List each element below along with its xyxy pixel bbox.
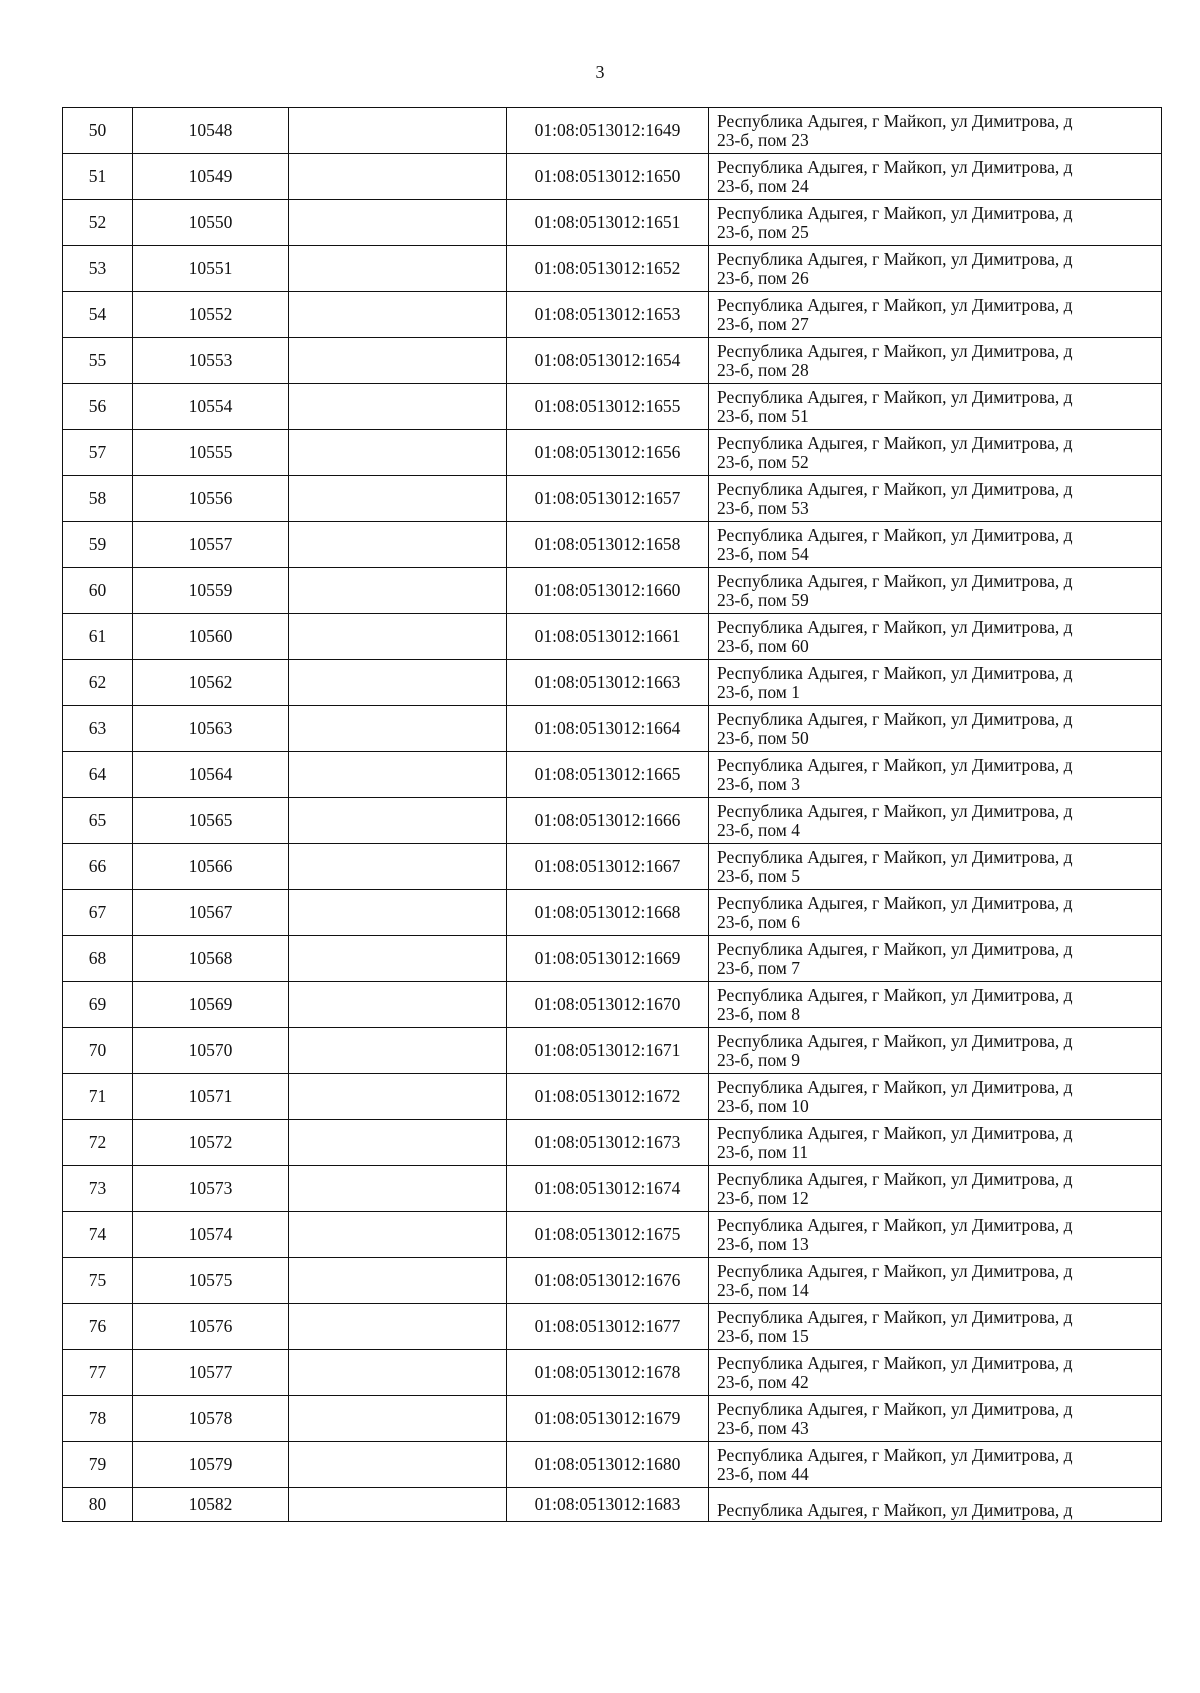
cadastral-number-cell: 01:08:0513012:1651	[507, 200, 709, 246]
address-line-1: Республика Адыгея, г Майкоп, ул Димитрова, д	[717, 1500, 1073, 1520]
address-cell	[709, 1212, 1162, 1258]
table-row	[63, 890, 1162, 936]
row-number-cell: 68	[63, 936, 133, 982]
cadastral-number-cell: 01:08:0513012:1674	[507, 1166, 709, 1212]
registry-number-cell: 10549	[133, 154, 289, 200]
address-line-2: 23-б, пом 1	[717, 682, 800, 702]
address-cell	[709, 844, 1162, 890]
address-line-1: Республика Адыгея, г Майкоп, ул Димитрова, д	[717, 939, 1073, 959]
address-cell	[709, 568, 1162, 614]
registry-number-cell: 10577	[133, 1350, 289, 1396]
cadastral-number-cell: 01:08:0513012:1666	[507, 798, 709, 844]
empty-cell	[289, 660, 507, 706]
address-cell	[709, 1350, 1162, 1396]
row-number-cell: 62	[63, 660, 133, 706]
table-row	[63, 1074, 1162, 1120]
address-line-1: Республика Адыгея, г Майкоп, ул Димитрова, д	[717, 1077, 1073, 1097]
cadastral-number-cell: 01:08:0513012:1653	[507, 292, 709, 338]
cadastral-number-cell: 01:08:0513012:1665	[507, 752, 709, 798]
empty-cell	[289, 200, 507, 246]
registry-number-cell: 10551	[133, 246, 289, 292]
table-row	[63, 1488, 1162, 1522]
address-line-1: Республика Адыгея, г Майкоп, ул Димитрова, д	[717, 893, 1073, 913]
address-cell	[709, 1488, 1162, 1522]
address-line-2: 23-б, пом 10	[717, 1096, 809, 1116]
address-line-1: Республика Адыгея, г Майкоп, ул Димитрова, д	[717, 801, 1073, 821]
registry-number-cell: 10579	[133, 1442, 289, 1488]
cadastral-number-cell: 01:08:0513012:1655	[507, 384, 709, 430]
table-row	[63, 476, 1162, 522]
address-line-1: Республика Адыгея, г Майкоп, ул Димитрова, д	[717, 157, 1073, 177]
cadastral-number-cell: 01:08:0513012:1680	[507, 1442, 709, 1488]
registry-number-cell: 10582	[133, 1488, 289, 1522]
address-line-1: Республика Адыгея, г Майкоп, ул Димитрова, д	[717, 1445, 1073, 1465]
table-row	[63, 338, 1162, 384]
cadastral-number-cell: 01:08:0513012:1657	[507, 476, 709, 522]
row-number-cell: 53	[63, 246, 133, 292]
row-number-cell: 54	[63, 292, 133, 338]
address-line-1: Республика Адыгея, г Майкоп, ул Димитрова, д	[717, 617, 1073, 637]
cadastral-number-cell: 01:08:0513012:1673	[507, 1120, 709, 1166]
address-line-2: 23-б, пом 23	[717, 130, 809, 150]
empty-cell	[289, 936, 507, 982]
address-cell	[709, 154, 1162, 200]
empty-cell	[289, 1074, 507, 1120]
registry-number-cell: 10576	[133, 1304, 289, 1350]
address-line-1: Республика Адыгея, г Майкоп, ул Димитрова, д	[717, 525, 1073, 545]
table-row	[63, 1212, 1162, 1258]
table-row	[63, 614, 1162, 660]
address-cell	[709, 1028, 1162, 1074]
table-row	[63, 108, 1162, 154]
row-number-cell: 76	[63, 1304, 133, 1350]
row-number-cell: 75	[63, 1258, 133, 1304]
table-row	[63, 1350, 1162, 1396]
registry-number-cell: 10575	[133, 1258, 289, 1304]
address-line-2: 23-б, пом 51	[717, 406, 809, 426]
registry-number-cell: 10562	[133, 660, 289, 706]
registry-number-cell: 10567	[133, 890, 289, 936]
registry-number-cell: 10553	[133, 338, 289, 384]
address-line-1: Республика Адыгея, г Майкоп, ул Димитрова, д	[717, 571, 1073, 591]
registry-number-cell: 10566	[133, 844, 289, 890]
row-number-cell: 66	[63, 844, 133, 890]
cadastral-number-cell: 01:08:0513012:1679	[507, 1396, 709, 1442]
row-number-cell: 78	[63, 1396, 133, 1442]
address-line-1: Республика Адыгея, г Майкоп, ул Димитрова, д	[717, 1123, 1073, 1143]
address-line-2: 23-б, пом 7	[717, 958, 800, 978]
address-line-2: 23-б, пом 60	[717, 636, 809, 656]
address-line-2: 23-б, пом 4	[717, 820, 800, 840]
empty-cell	[289, 1442, 507, 1488]
row-number-cell: 67	[63, 890, 133, 936]
address-cell	[709, 108, 1162, 154]
address-line-1: Республика Адыгея, г Майкоп, ул Димитрова, д	[717, 1261, 1073, 1281]
row-number-cell: 74	[63, 1212, 133, 1258]
cadastral-number-cell: 01:08:0513012:1672	[507, 1074, 709, 1120]
address-cell	[709, 338, 1162, 384]
table-row	[63, 384, 1162, 430]
address-cell	[709, 200, 1162, 246]
address-cell	[709, 706, 1162, 752]
row-number-cell: 80	[63, 1488, 133, 1522]
table-row	[63, 1258, 1162, 1304]
empty-cell	[289, 844, 507, 890]
address-line-2: 23-б, пом 52	[717, 452, 809, 472]
cadastral-number-cell: 01:08:0513012:1660	[507, 568, 709, 614]
cadastral-number-cell: 01:08:0513012:1677	[507, 1304, 709, 1350]
address-cell	[709, 522, 1162, 568]
row-number-cell: 69	[63, 982, 133, 1028]
address-line-2: 23-б, пом 27	[717, 314, 809, 334]
empty-cell	[289, 292, 507, 338]
row-number-cell: 59	[63, 522, 133, 568]
table-row	[63, 798, 1162, 844]
address-line-1: Республика Адыгея, г Майкоп, ул Димитрова, д	[717, 1353, 1073, 1373]
table-row	[63, 522, 1162, 568]
address-line-1: Республика Адыгея, г Майкоп, ул Димитрова, д	[717, 1169, 1073, 1189]
address-line-1: Республика Адыгея, г Майкоп, ул Димитрова, д	[717, 755, 1073, 775]
cadastral-number-cell: 01:08:0513012:1656	[507, 430, 709, 476]
table-row	[63, 844, 1162, 890]
registry-number-cell: 10559	[133, 568, 289, 614]
cadastral-number-cell: 01:08:0513012:1671	[507, 1028, 709, 1074]
registry-number-cell: 10568	[133, 936, 289, 982]
empty-cell	[289, 798, 507, 844]
empty-cell	[289, 614, 507, 660]
registry-number-cell: 10570	[133, 1028, 289, 1074]
address-line-2: 23-б, пом 42	[717, 1372, 809, 1392]
empty-cell	[289, 1258, 507, 1304]
empty-cell	[289, 384, 507, 430]
cadastral-number-cell: 01:08:0513012:1649	[507, 108, 709, 154]
registry-number-cell: 10554	[133, 384, 289, 430]
property-registry-table	[62, 107, 1162, 1522]
table-row	[63, 706, 1162, 752]
empty-cell	[289, 1488, 507, 1522]
registry-number-cell: 10564	[133, 752, 289, 798]
empty-cell	[289, 430, 507, 476]
address-cell	[709, 430, 1162, 476]
address-cell	[709, 1074, 1162, 1120]
address-line-1: Республика Адыгея, г Майкоп, ул Димитрова, д	[717, 709, 1073, 729]
address-line-2: 23-б, пом 59	[717, 590, 809, 610]
empty-cell	[289, 338, 507, 384]
cadastral-number-cell: 01:08:0513012:1650	[507, 154, 709, 200]
address-cell	[709, 1442, 1162, 1488]
address-line-2: 23-б, пом 11	[717, 1142, 809, 1162]
empty-cell	[289, 982, 507, 1028]
table-body	[63, 108, 1162, 1522]
empty-cell	[289, 1350, 507, 1396]
table-row	[63, 660, 1162, 706]
address-line-1: Республика Адыгея, г Майкоп, ул Димитрова, д	[717, 479, 1073, 499]
row-number-cell: 60	[63, 568, 133, 614]
table-row	[63, 200, 1162, 246]
registry-number-cell: 10563	[133, 706, 289, 752]
address-cell	[709, 798, 1162, 844]
row-number-cell: 51	[63, 154, 133, 200]
address-line-2: 23-б, пом 26	[717, 268, 809, 288]
address-cell	[709, 384, 1162, 430]
address-cell	[709, 890, 1162, 936]
address-line-1: Республика Адыгея, г Майкоп, ул Димитрова, д	[717, 387, 1073, 407]
registry-number-cell: 10555	[133, 430, 289, 476]
address-cell	[709, 752, 1162, 798]
address-line-2: 23-б, пом 28	[717, 360, 809, 380]
address-line-2: 23-б, пом 14	[717, 1280, 809, 1300]
row-number-cell: 57	[63, 430, 133, 476]
table-row	[63, 982, 1162, 1028]
row-number-cell: 63	[63, 706, 133, 752]
cadastral-number-cell: 01:08:0513012:1658	[507, 522, 709, 568]
row-number-cell: 52	[63, 200, 133, 246]
empty-cell	[289, 1028, 507, 1074]
empty-cell	[289, 1212, 507, 1258]
table-row	[63, 752, 1162, 798]
address-cell	[709, 1258, 1162, 1304]
cadastral-number-cell: 01:08:0513012:1664	[507, 706, 709, 752]
registry-number-cell: 10565	[133, 798, 289, 844]
address-line-1: Республика Адыгея, г Майкоп, ул Димитрова, д	[717, 1031, 1073, 1051]
empty-cell	[289, 1304, 507, 1350]
table-row	[63, 246, 1162, 292]
empty-cell	[289, 890, 507, 936]
address-line-2: 23-б, пом 44	[717, 1464, 809, 1484]
table-row	[63, 430, 1162, 476]
table-row	[63, 936, 1162, 982]
row-number-cell: 61	[63, 614, 133, 660]
row-number-cell: 56	[63, 384, 133, 430]
cadastral-number-cell: 01:08:0513012:1670	[507, 982, 709, 1028]
empty-cell	[289, 752, 507, 798]
table-row	[63, 568, 1162, 614]
address-line-2: 23-б, пом 6	[717, 912, 800, 932]
address-line-1: Республика Адыгея, г Майкоп, ул Димитрова, д	[717, 341, 1073, 361]
table-row	[63, 1396, 1162, 1442]
registry-number-cell: 10556	[133, 476, 289, 522]
address-line-1: Республика Адыгея, г Майкоп, ул Димитрова, д	[717, 1215, 1073, 1235]
address-line-1: Республика Адыгея, г Майкоп, ул Димитрова, д	[717, 1399, 1073, 1419]
empty-cell	[289, 1396, 507, 1442]
address-line-1: Республика Адыгея, г Майкоп, ул Димитрова, д	[717, 111, 1073, 131]
row-number-cell: 55	[63, 338, 133, 384]
cadastral-number-cell: 01:08:0513012:1668	[507, 890, 709, 936]
address-line-2: 23-б, пом 43	[717, 1418, 809, 1438]
cadastral-number-cell: 01:08:0513012:1652	[507, 246, 709, 292]
address-line-1: Республика Адыгея, г Майкоп, ул Димитрова, д	[717, 295, 1073, 315]
address-line-2: 23-б, пом 24	[717, 176, 809, 196]
address-line-2: 23-б, пом 13	[717, 1234, 809, 1254]
address-cell	[709, 1120, 1162, 1166]
registry-number-cell: 10574	[133, 1212, 289, 1258]
table-row	[63, 1442, 1162, 1488]
table-row	[63, 1166, 1162, 1212]
address-line-2: 23-б, пом 25	[717, 222, 809, 242]
empty-cell	[289, 522, 507, 568]
registry-number-cell: 10573	[133, 1166, 289, 1212]
address-line-1: Республика Адыгея, г Майкоп, ул Димитрова, д	[717, 433, 1073, 453]
address-line-1: Республика Адыгея, г Майкоп, ул Димитрова, д	[717, 1307, 1073, 1327]
empty-cell	[289, 1120, 507, 1166]
address-line-1: Республика Адыгея, г Майкоп, ул Димитрова, д	[717, 847, 1073, 867]
empty-cell	[289, 568, 507, 614]
page-number: 3	[595, 62, 605, 82]
address-line-1: Республика Адыгея, г Майкоп, ул Димитрова, д	[717, 663, 1073, 683]
registry-number-cell: 10571	[133, 1074, 289, 1120]
cadastral-number-cell: 01:08:0513012:1667	[507, 844, 709, 890]
address-line-1: Республика Адыгея, г Майкоп, ул Димитрова, д	[717, 985, 1073, 1005]
address-cell	[709, 246, 1162, 292]
row-number-cell: 71	[63, 1074, 133, 1120]
address-cell	[709, 614, 1162, 660]
address-cell	[709, 1166, 1162, 1212]
row-number-cell: 72	[63, 1120, 133, 1166]
address-line-2: 23-б, пом 5	[717, 866, 800, 886]
registry-number-cell: 10552	[133, 292, 289, 338]
empty-cell	[289, 706, 507, 752]
cadastral-number-cell: 01:08:0513012:1661	[507, 614, 709, 660]
table-row	[63, 292, 1162, 338]
address-cell	[709, 1396, 1162, 1442]
address-line-2: 23-б, пом 3	[717, 774, 800, 794]
registry-number-cell: 10578	[133, 1396, 289, 1442]
empty-cell	[289, 154, 507, 200]
address-cell	[709, 936, 1162, 982]
empty-cell	[289, 108, 507, 154]
registry-number-cell: 10550	[133, 200, 289, 246]
cadastral-number-cell: 01:08:0513012:1678	[507, 1350, 709, 1396]
registry-number-cell: 10548	[133, 108, 289, 154]
cadastral-number-cell: 01:08:0513012:1663	[507, 660, 709, 706]
row-number-cell: 50	[63, 108, 133, 154]
registry-number-cell: 10569	[133, 982, 289, 1028]
empty-cell	[289, 1166, 507, 1212]
cadastral-number-cell: 01:08:0513012:1654	[507, 338, 709, 384]
address-cell	[709, 982, 1162, 1028]
row-number-cell: 79	[63, 1442, 133, 1488]
address-line-2: 23-б, пом 8	[717, 1004, 800, 1024]
row-number-cell: 73	[63, 1166, 133, 1212]
address-line-2: 23-б, пом 50	[717, 728, 809, 748]
address-line-1: Республика Адыгея, г Майкоп, ул Димитрова, д	[717, 249, 1073, 269]
address-line-2: 23-б, пом 12	[717, 1188, 809, 1208]
cadastral-number-cell: 01:08:0513012:1675	[507, 1212, 709, 1258]
empty-cell	[289, 476, 507, 522]
empty-cell	[289, 246, 507, 292]
row-number-cell: 77	[63, 1350, 133, 1396]
address-cell	[709, 1304, 1162, 1350]
table-row	[63, 1304, 1162, 1350]
row-number-cell: 70	[63, 1028, 133, 1074]
registry-number-cell: 10560	[133, 614, 289, 660]
address-cell	[709, 292, 1162, 338]
registry-number-cell: 10557	[133, 522, 289, 568]
address-cell	[709, 660, 1162, 706]
row-number-cell: 65	[63, 798, 133, 844]
address-line-2: 23-б, пом 53	[717, 498, 809, 518]
cadastral-number-cell: 01:08:0513012:1676	[507, 1258, 709, 1304]
address-line-1: Республика Адыгея, г Майкоп, ул Димитрова, д	[717, 203, 1073, 223]
address-line-2: 23-б, пом 54	[717, 544, 809, 564]
cadastral-number-cell: 01:08:0513012:1669	[507, 936, 709, 982]
registry-number-cell: 10572	[133, 1120, 289, 1166]
address-line-2: 23-б, пом 9	[717, 1050, 800, 1070]
cadastral-number-cell: 01:08:0513012:1683	[507, 1488, 709, 1522]
address-line-2: 23-б, пом 15	[717, 1326, 809, 1346]
row-number-cell: 58	[63, 476, 133, 522]
table-row	[63, 1028, 1162, 1074]
table-row	[63, 154, 1162, 200]
table-row	[63, 1120, 1162, 1166]
row-number-cell: 64	[63, 752, 133, 798]
address-cell	[709, 476, 1162, 522]
